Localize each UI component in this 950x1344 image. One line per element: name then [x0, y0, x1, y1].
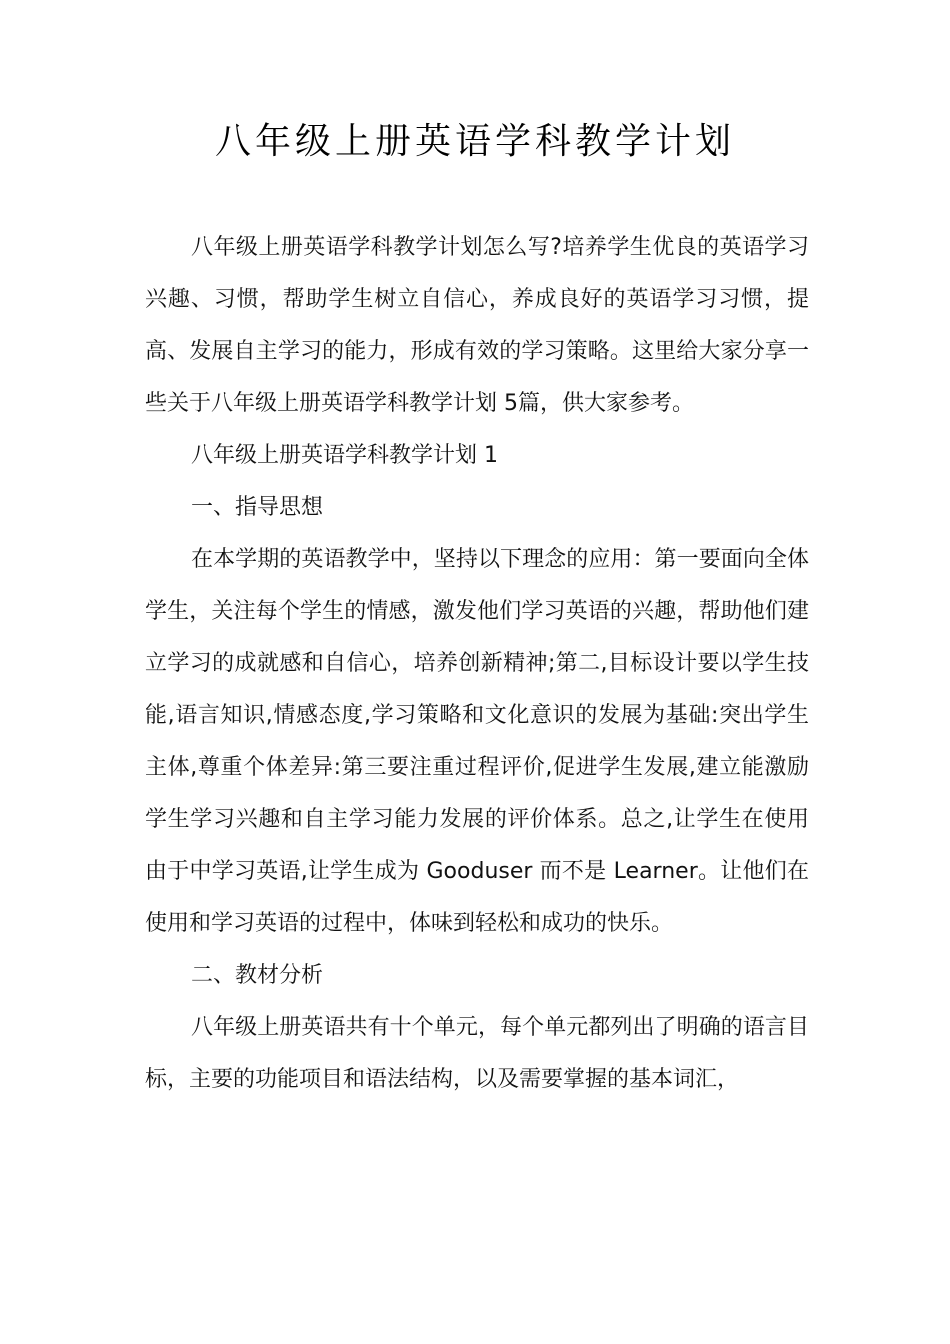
intro-paragraph: 八年级上册英语学科教学计划怎么写?培养学生优良的英语学习兴趣、习惯，帮助学生树立自信心，养成良好的英语学习习惯，提高、发展自主学习的能力，形成有效的学习策略。这里给大家分享一些关于八年级上册英语学科教学计划 5篇，供大家参考。: [145, 235, 809, 416]
textbook-analysis-paragraph: 八年级上册英语共有十个单元，每个单元都列出了明确的语言目标，主要的功能项目和语法结构，以及需要掌握的基本词汇，: [145, 1015, 809, 1092]
section-heading-guiding-ideology: 一、指导思想: [191, 495, 324, 520]
document-title: 八年级上册英语学科教学计划: [214, 121, 735, 162]
plan-heading: 八年级上册英语学科教学计划 1: [191, 443, 498, 468]
document-body: [145, 222, 809, 1106]
section-heading-textbook-analysis: 二、教材分析: [191, 963, 324, 988]
guiding-ideology-paragraph: 在本学期的英语教学中，坚持以下理念的应用：第一要面向全体学生，关注每个学生的情感，激发他们学习英语的兴趣，帮助他们建立学习的成就感和自信心，培养创新精神;第二,目标设计要以学生技能,语言知识,情感态度,学习策略和文化意识的发展为基础:突出学生主体,尊重个体差异:第三要注重过程评价,促进学生发展,建立能激励学生学习兴趣和自主学习能力发展的评价体系。总之,让学生在使用由于中学习英语,让学生成为 Gooduser 而不是 Learner。让他们在使用和学习英语的过程中，体味到轻松和成功的快乐。: [145, 547, 809, 936]
